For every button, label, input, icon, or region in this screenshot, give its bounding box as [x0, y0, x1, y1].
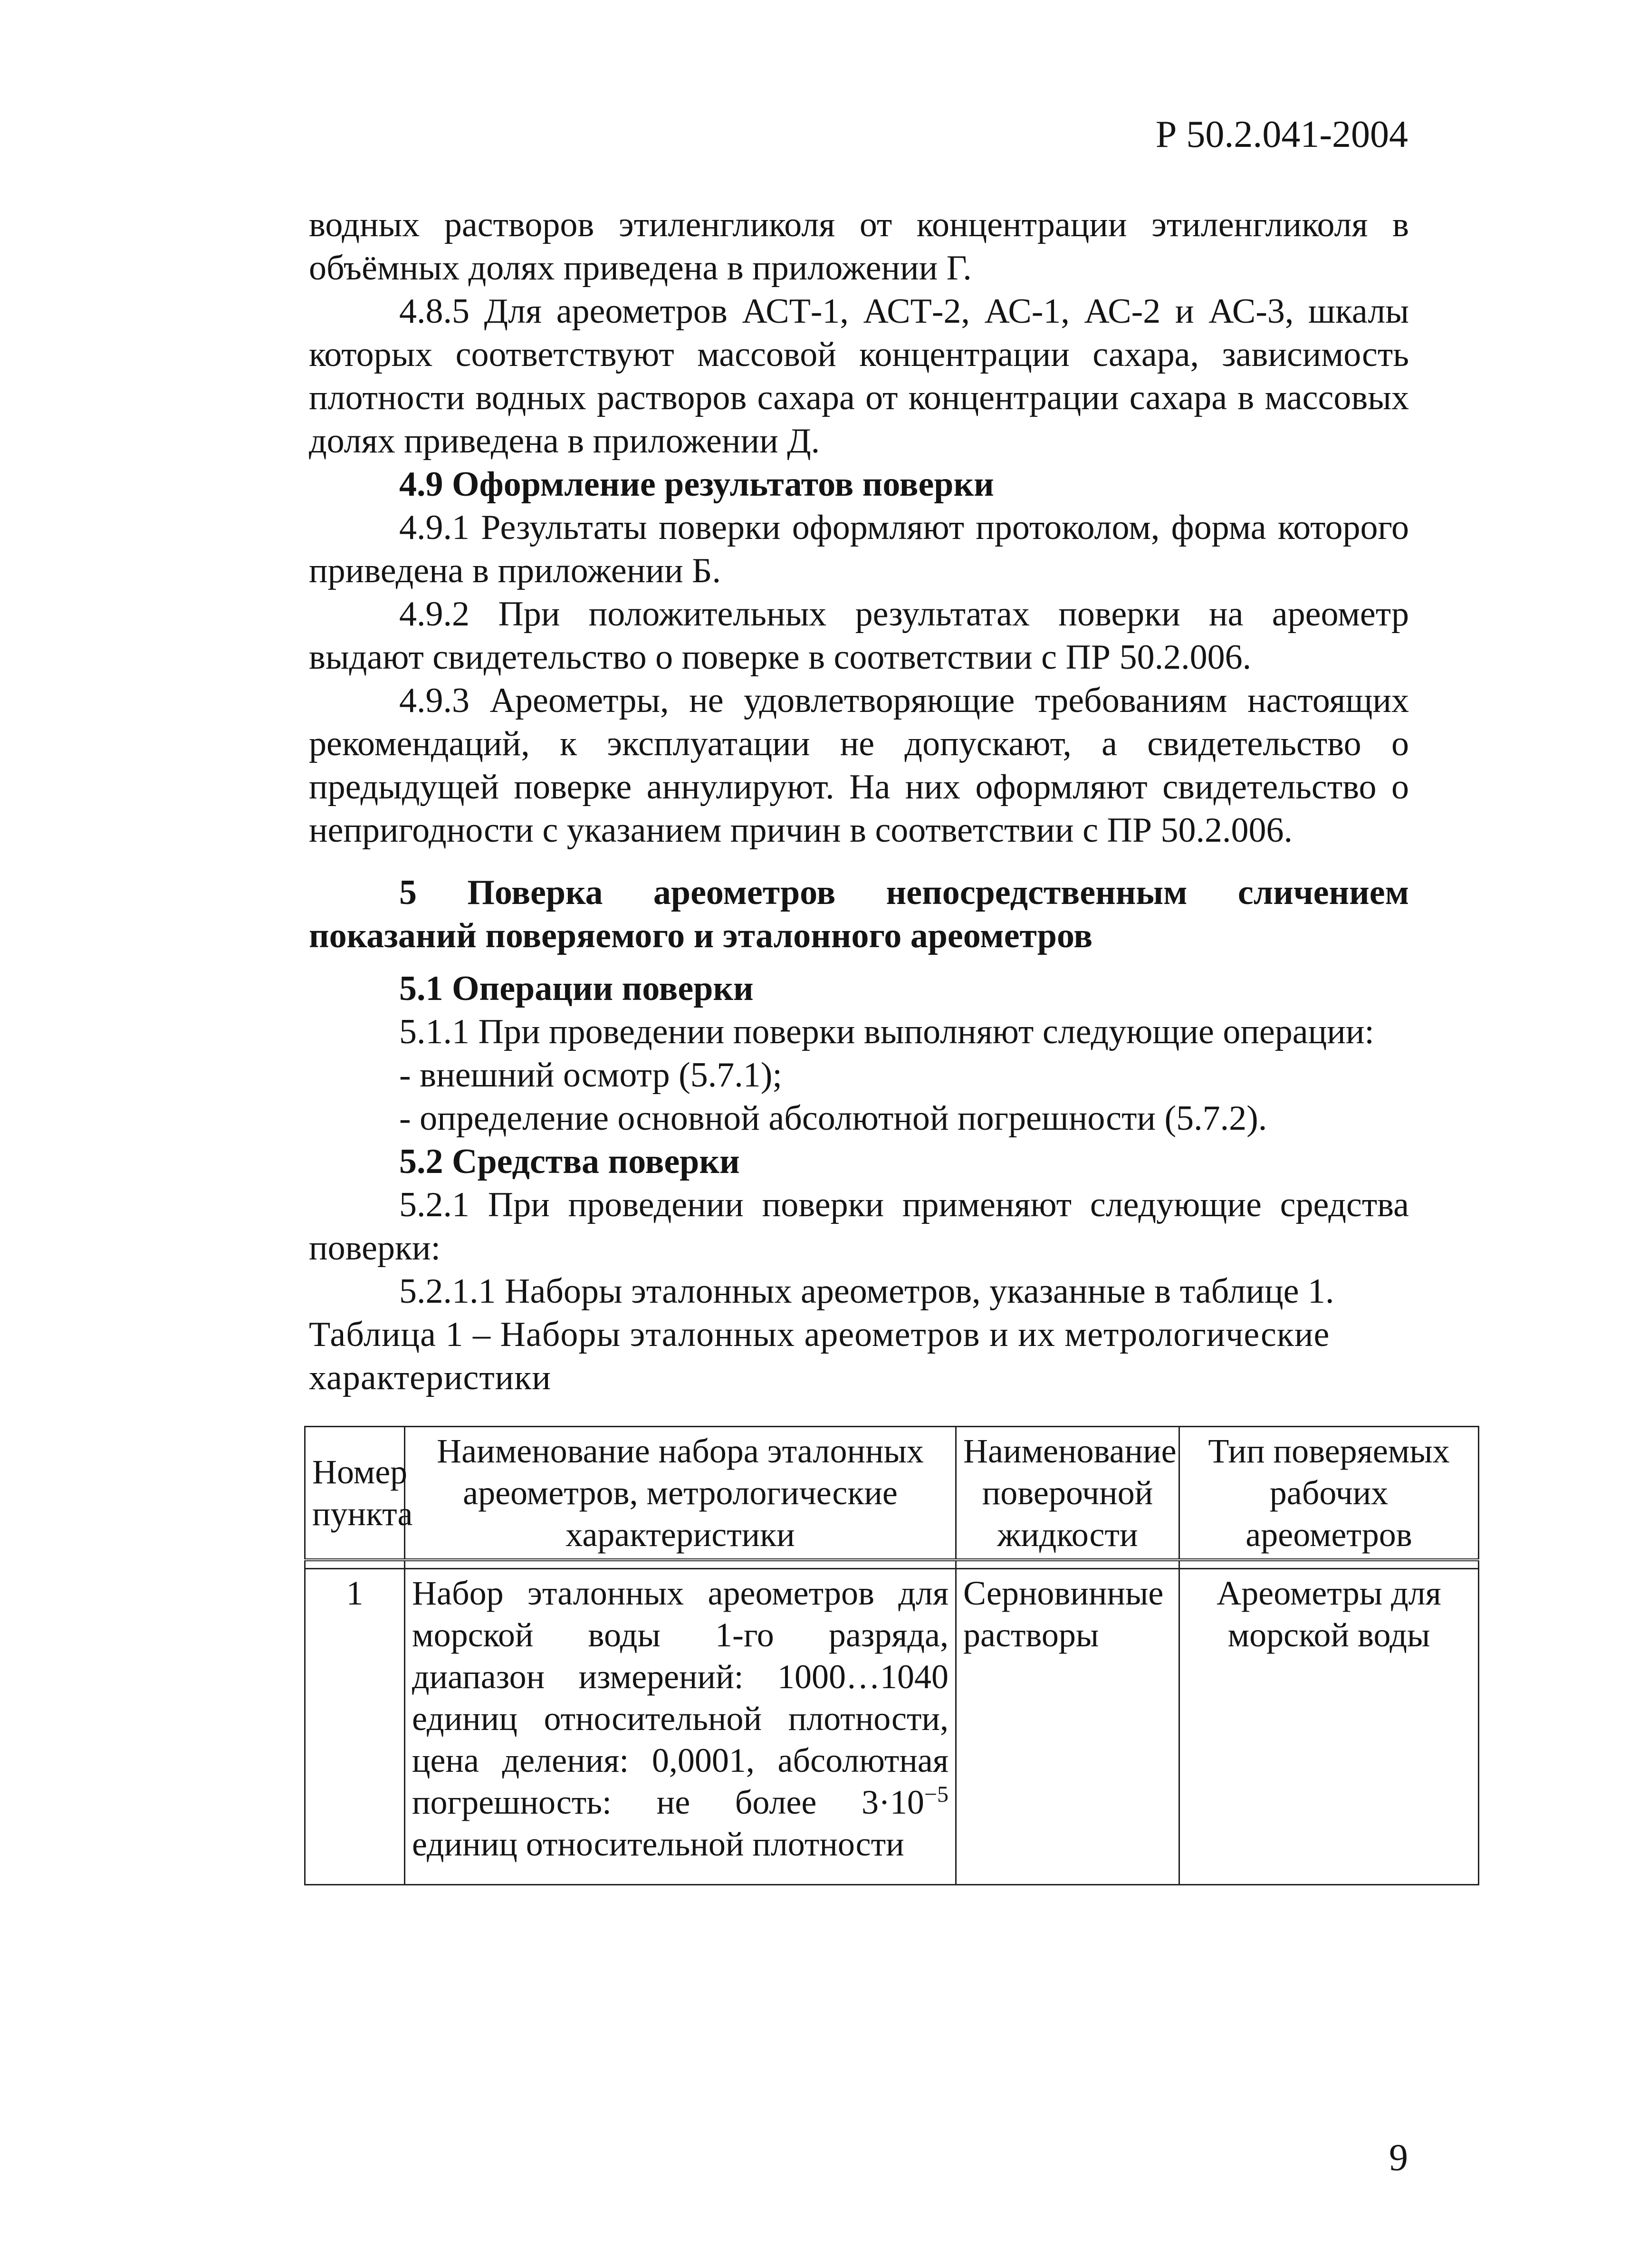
- list-item: - определение основной абсолютной погрешности (5.7.2).: [399, 1099, 1267, 1138]
- paragraph-4-8-5: 4.8.5 Для ареометров АСТ-1, АСТ-2, АС-1, АС-2 и АС-3, шкалы которых соответствуют массовой концентрации сахара, зависимость плотности водных растворов сахара от концентрации сахара в массовых долях приведена в приложении Д.: [309, 292, 1409, 461]
- table-row: [305, 1569, 1479, 1885]
- table-header-row: [305, 1427, 1479, 1560]
- document-body: [309, 203, 1409, 1400]
- cell-name-text: Набор эталонных ареометров для морской воды 1-го разряда, диапазон измерений: 1000…1040 единиц относительной плотности, цена деления: 0,0001, абсолютная погрешность: не более 3·10: [412, 1574, 949, 1821]
- heading-section-5: 5 Поверка ареометров непосредственным сличением показаний поверяемого и эталонного ареометров: [309, 873, 1409, 955]
- header-separator: [305, 1560, 1479, 1569]
- column-header-liquid: Наименование поверочной жидкости: [956, 1427, 1179, 1560]
- paragraph-4-9-2: 4.9.2 При положительных результатах поверки на ареометр выдают свидетельство о поверке в соответствии с ПР 50.2.006.: [309, 595, 1409, 677]
- table-caption: Таблица 1 – Наборы эталонных ареометров и их метрологические характеристики: [309, 1315, 1330, 1397]
- paragraph: водных растворов этиленгликоля от концентрации этиленгликоля в объёмных долях приведена в приложении Г.: [309, 205, 1409, 288]
- cell-type: Ареометры для морской воды: [1179, 1569, 1479, 1885]
- paragraph-4-9-1: 4.9.1 Результаты поверки оформляют протоколом, форма которого приведена в приложении Б.: [309, 508, 1409, 590]
- cell-liquid: Серновинные растворы: [956, 1569, 1179, 1885]
- heading-4-9: 4.9 Оформление результатов поверки: [399, 465, 994, 504]
- paragraph-4-9-3: 4.9.3 Ареометры, не удовлетворяющие требованиям настоящих рекомендаций, к эксплуатации не допускают, а свидетельство о предыдущей поверке аннулируют. На них оформляют свидетельство о непригодности с указанием причин в соответствии с ПР 50.2.006.: [309, 681, 1409, 850]
- column-header-number: Номер пункта: [305, 1427, 405, 1560]
- heading-5-2: 5.2 Средства поверки: [399, 1142, 740, 1181]
- column-header-name: Наименование набора эталонных ареометров, метрологические характеристики: [405, 1427, 956, 1560]
- paragraph-5-2-1: 5.2.1 При проведении поверки применяют следующие средства поверки:: [309, 1185, 1409, 1268]
- paragraph-5-1-1: 5.1.1 При проведении поверки выполняют следующие операции:: [399, 1012, 1374, 1051]
- cell-name-exponent: −5: [924, 1782, 949, 1807]
- heading-5-1: 5.1 Операции поверки: [399, 969, 754, 1008]
- cell-name-text-end: единиц относительной плотности: [412, 1825, 904, 1863]
- cell-number: 1: [305, 1569, 405, 1885]
- column-header-type: Тип поверяемых рабочих ареометров: [1179, 1427, 1479, 1560]
- paragraph-5-2-1-1: 5.2.1.1 Наборы эталонных ареометров, указанные в таблице 1.: [399, 1272, 1334, 1311]
- list-item: - внешний осмотр (5.7.1);: [399, 1056, 782, 1095]
- table-1: [304, 1426, 1479, 1885]
- page-number: 9: [1389, 2137, 1408, 2179]
- document-code: Р 50.2.041-2004: [1155, 114, 1408, 155]
- cell-name: [405, 1569, 956, 1885]
